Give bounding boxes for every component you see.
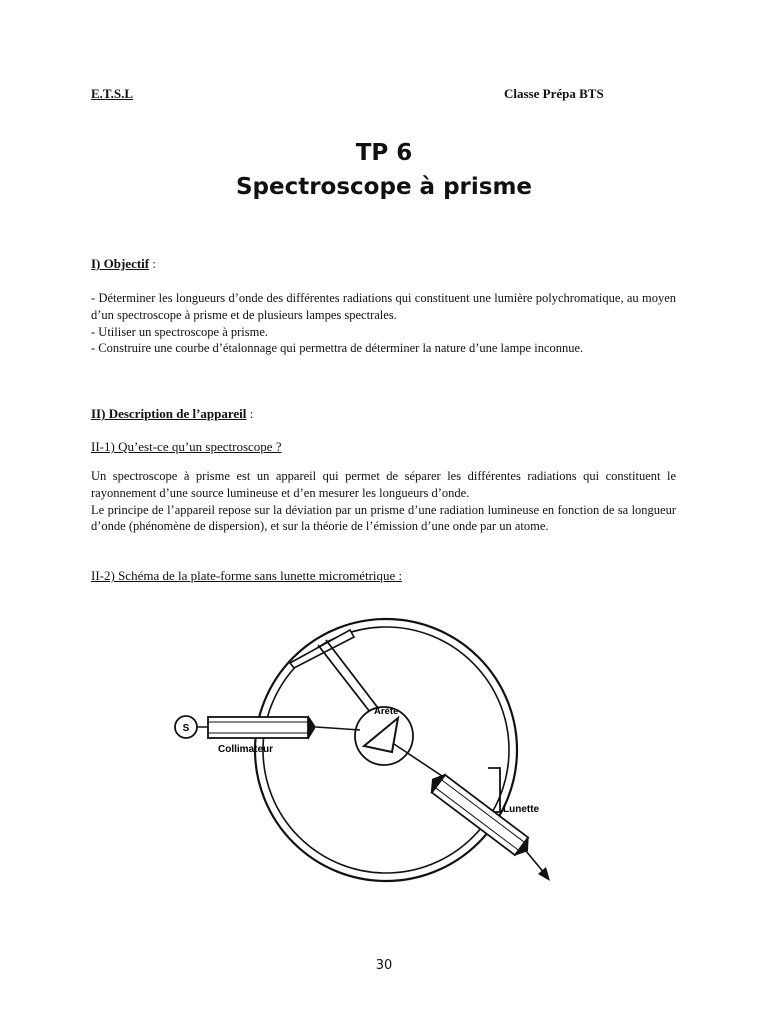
section-objectif-colon: :	[149, 256, 156, 271]
subsection-1-text	[91, 468, 676, 535]
subsection-1-para-1: Un spectroscope à prisme est un appareil qui permet de séparer les différentes radiations qui constituent le rayonnement d’une source lumineuse et d’en mesurer les longueurs d’onde.	[91, 469, 676, 500]
objectif-item-1: - Déterminer les longueurs d’onde des différentes radiations qui constituent une lumière polychromatique, au moyen d’un spectroscope à prisme et de plusieurs lampes spectrales.	[91, 291, 676, 322]
edge-label: Arète	[374, 706, 399, 717]
section-description-colon: :	[246, 406, 254, 421]
section-objectif-title: I) Objectif	[91, 256, 150, 271]
doc-title: TP 6	[355, 140, 413, 166]
doc-subtitle: Spectroscope à prisme	[235, 174, 533, 200]
subsection-1-title: II-1) Qu’est-ce qu’un spectroscope ?	[91, 439, 282, 454]
telescope-label: Lunette	[503, 804, 540, 815]
incident-beam	[316, 727, 360, 730]
subsection-2-title: II-2) Schéma de la plate-forme sans lunette micrométrique :	[91, 568, 403, 583]
page-number: 30	[375, 958, 393, 973]
telescope	[424, 769, 535, 862]
collimator-tube	[208, 717, 308, 738]
subsection-1-para-2: Le principe de l’appareil repose sur la déviation par un prisme d’une radiation lumineuse en fonction de sa longueur d’onde (phénomène de dispersion), et sur la théorie de l’émission d’une onde par un atome.	[91, 502, 676, 534]
objectif-item-2: - Utiliser un spectroscope à prisme.	[91, 324, 269, 339]
objectif-list	[91, 290, 676, 357]
header-school: E.T.S.L	[91, 86, 134, 101]
exit-arrow-icon	[538, 867, 550, 881]
platform-bracket-right	[488, 768, 500, 812]
emergent-beam	[394, 744, 448, 780]
spectroscope-diagram	[165, 600, 605, 895]
source-label: S	[182, 723, 190, 734]
collimator-lens	[308, 715, 316, 740]
collimator-label: Collimateur	[218, 744, 274, 755]
header-class: Classe Prépa BTS	[504, 86, 604, 101]
objectif-item-3: - Construire une courbe d’étalonnage qui permettra de déterminer la nature d’une lampe inconnue.	[91, 341, 584, 356]
section-description-title: II) Description de l’appareil	[91, 406, 247, 421]
section-description-heading	[91, 406, 253, 422]
section-objectif-heading	[91, 256, 156, 272]
